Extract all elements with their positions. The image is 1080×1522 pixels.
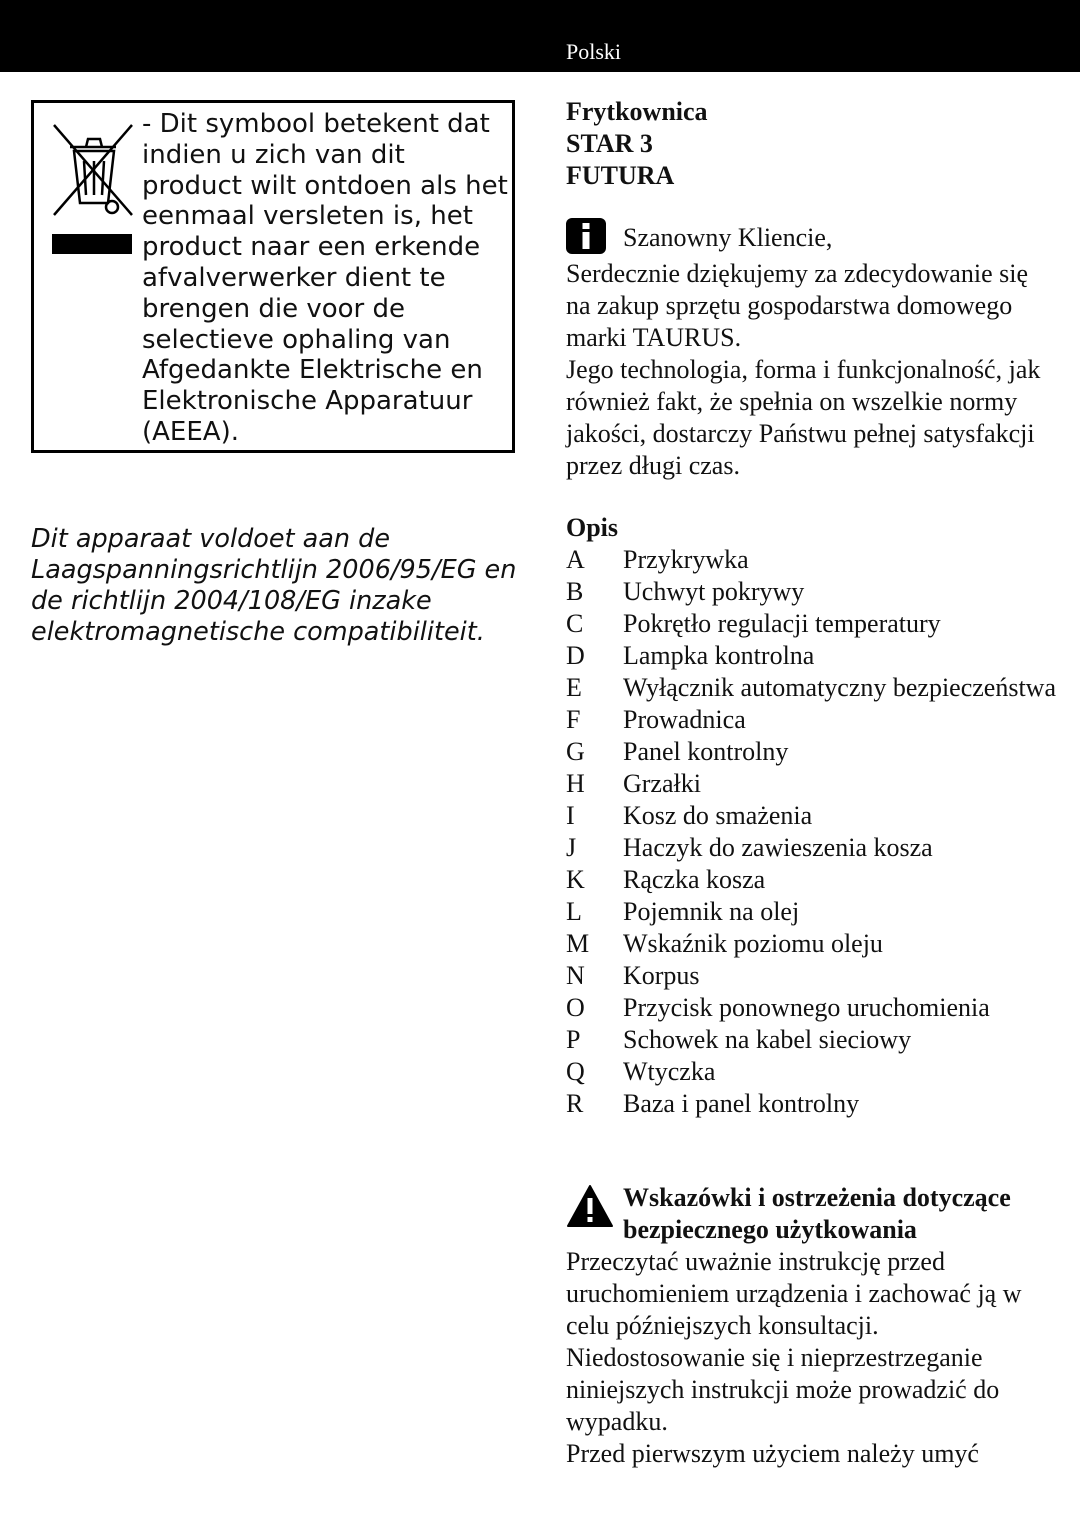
part-letter: H [566, 769, 585, 798]
intro-paragraph-2: Jego technologia, forma i funkcjonalność, jak również fakt, że spełnia on wszelkie normy jakości, dostarczy Państwu pełnej satysfakcji przez długi czas. [566, 355, 1041, 480]
part-letter: O [566, 993, 585, 1022]
safety-paragraph-1: Przeczytać uważnie instrukcję przed uruchomieniem urządzenia i zachować ją w celu późniejszych konsultacji. [566, 1247, 1022, 1340]
weee-bar [52, 234, 132, 254]
part-item [566, 800, 1066, 832]
part-name: Rączka kosza [623, 865, 766, 894]
part-name: Baza i panel kontrolny [623, 1089, 860, 1118]
intro-paragraph-1: Serdecznie dziękujemy za zdecydowanie się na zakup sprzętu gospodarstwa domowego marki TAURUS. [566, 259, 1028, 352]
part-name: Prowadnica [623, 705, 746, 734]
part-item [566, 672, 1066, 704]
part-item [566, 832, 1066, 864]
language-label: Polski [566, 39, 622, 64]
part-letter: A [566, 545, 585, 574]
compliance-statement: Dit apparaat voldoet aan de Laagspanningsrichtlijn 2006/95/EG en de richtlijn 2004/108/EG inzake elektromagnetische compatibiliteit. [31, 524, 517, 647]
part-letter: F [566, 705, 581, 734]
part-item [566, 1024, 1066, 1056]
safety-paragraph-2: Niedostosowanie się i nieprzestrzeganie niniejszych instrukcji może prowadzić do wypadku. [566, 1343, 1000, 1436]
part-letter: C [566, 609, 584, 638]
warning-icon [566, 1184, 614, 1228]
part-letter: E [566, 673, 582, 702]
part-name: Przykrywka [623, 545, 749, 574]
intro-text [566, 258, 1056, 482]
part-letter: P [566, 1025, 581, 1054]
part-item [566, 704, 1066, 736]
parts-list [566, 544, 1066, 1120]
safety-title: Wskazówki i ostrzeżenia dotyczące bezpiecznego użytkowania [623, 1183, 1011, 1244]
part-item [566, 864, 1066, 896]
part-letter: J [566, 833, 577, 862]
part-name: Wskaźnik poziomu oleju [623, 929, 883, 958]
product-series: FUTURA [566, 161, 675, 190]
part-name: Uchwyt pokrywy [623, 577, 805, 606]
part-name: Schowek na kabel sieciowy [623, 1025, 912, 1054]
part-letter: B [566, 577, 584, 606]
part-name: Wyłącznik automatyczny bezpieczeństwa [623, 673, 1056, 702]
safety-paragraph-3: Przed pierwszym użyciem należy umyć [566, 1439, 979, 1468]
product-type: Frytkownica [566, 97, 708, 126]
part-letter: K [566, 865, 585, 894]
part-letter: I [566, 801, 575, 830]
part-name: Grzałki [623, 769, 701, 798]
part-name: Haczyk do zawieszenia kosza [623, 833, 933, 862]
part-name: Kosz do smażenia [623, 801, 813, 830]
part-letter: L [566, 897, 582, 926]
page-header [0, 0, 1080, 72]
part-item [566, 576, 1066, 608]
info-icon [566, 218, 606, 254]
crossed-out-wheelie-bin-icon [48, 121, 138, 221]
part-item [566, 1056, 1066, 1088]
part-letter: R [566, 1089, 584, 1118]
description-title: Opis [566, 513, 619, 542]
part-item [566, 1088, 1066, 1120]
part-letter: M [566, 929, 590, 958]
part-item [566, 640, 1066, 672]
part-name: Panel kontrolny [623, 737, 789, 766]
part-name: Wtyczka [623, 1057, 716, 1086]
part-item [566, 544, 1066, 576]
part-item [566, 768, 1066, 800]
part-letter: Q [566, 1057, 585, 1086]
part-item [566, 608, 1066, 640]
part-letter: D [566, 641, 585, 670]
greeting: Szanowny Kliencie, [623, 223, 833, 252]
part-letter: G [566, 737, 585, 766]
part-name: Przycisk ponownego uruchomienia [623, 993, 990, 1022]
weee-text: - Dit symbool betekent dat indien u zich van dit product wilt ontdoen als het eenmaal versleten is, het product naar een erkende afvalverwerker dient te brengen die voor de selectieve ophaling van Afgedankte Elektrische en Elektronische Apparatuur (AEEA). [142, 109, 508, 447]
safety-body [566, 1246, 1056, 1470]
part-name: Pokrętło regulacji temperatury [623, 609, 941, 638]
part-item [566, 992, 1066, 1024]
part-item [566, 960, 1066, 992]
part-letter: N [566, 961, 585, 990]
part-name: Korpus [623, 961, 700, 990]
part-name: Lampka kontrolna [623, 641, 815, 670]
part-item [566, 896, 1066, 928]
part-item [566, 736, 1066, 768]
part-name: Pojemnik na olej [623, 897, 800, 926]
part-item [566, 928, 1066, 960]
product-model: STAR 3 [566, 129, 653, 158]
right-column [566, 96, 1066, 1468]
weee-notice-box [31, 100, 515, 453]
